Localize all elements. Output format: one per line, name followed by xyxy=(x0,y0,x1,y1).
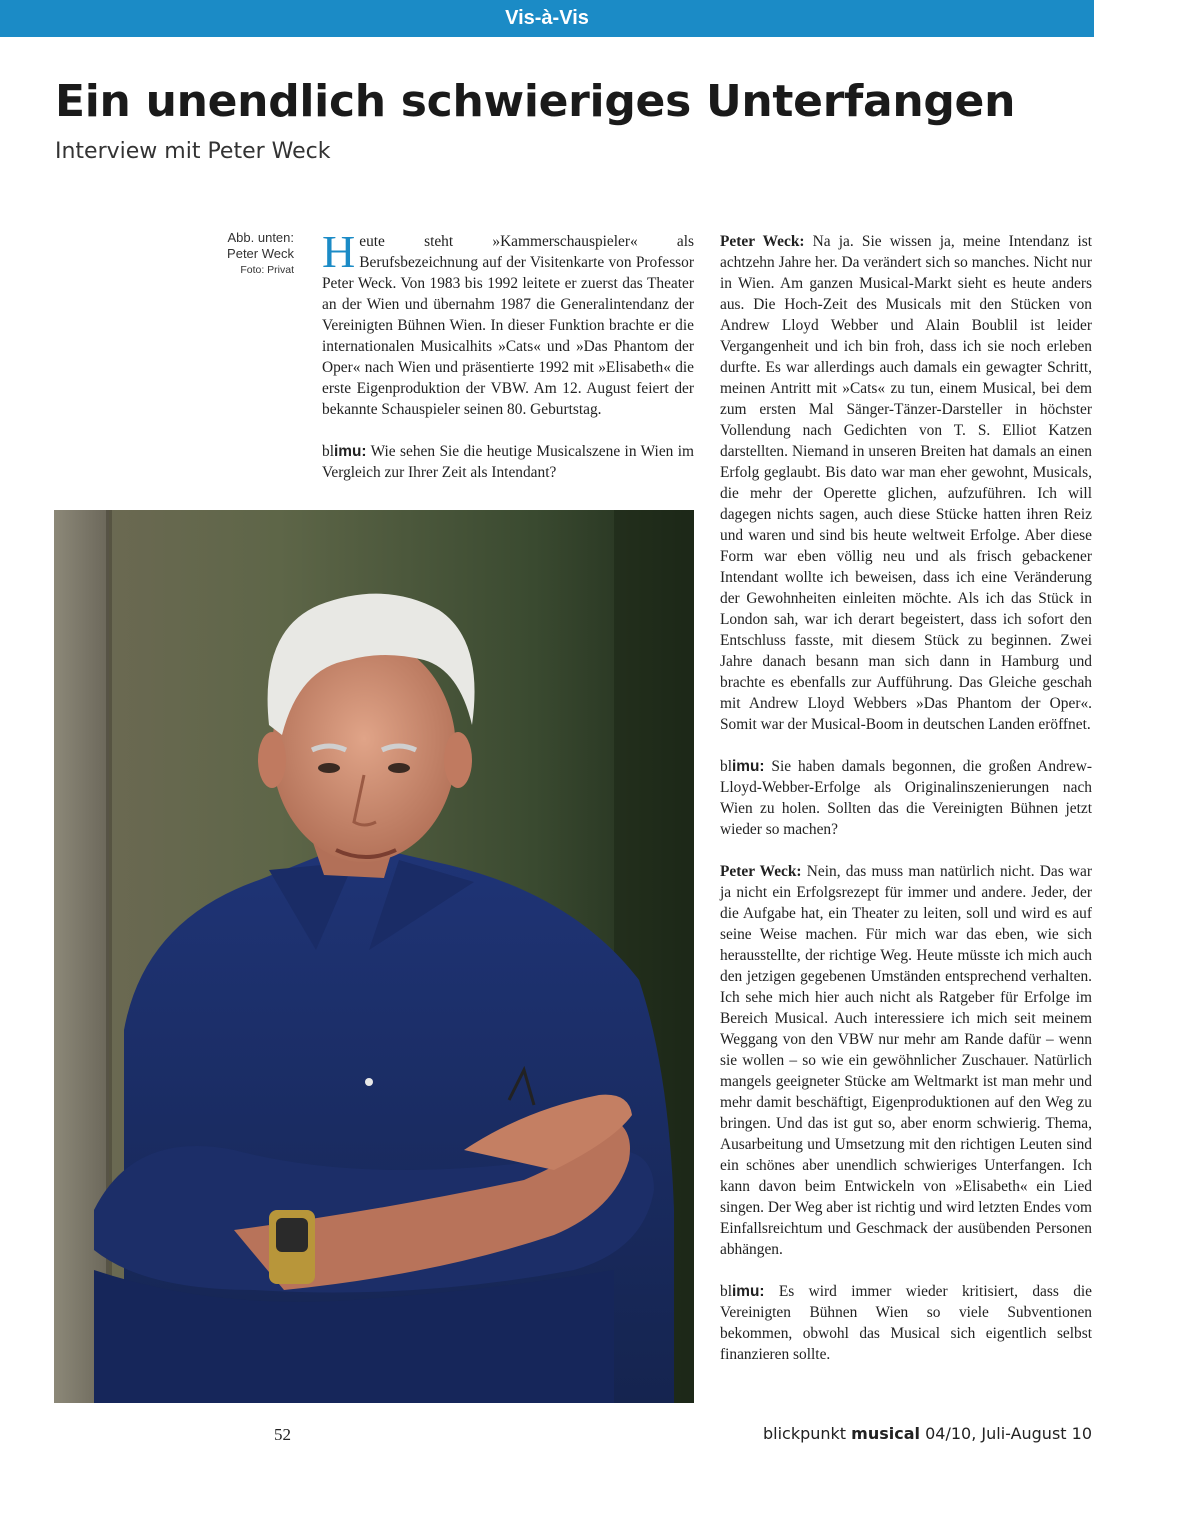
left-text-column xyxy=(322,226,694,504)
question-3-text: Es wird immer wieder kritisiert, dass die Vereinigten Bühnen Wien so viele Subventionen bekommen, obwohl das Musical sich eigentlich selbst finanzieren sollte. xyxy=(720,1283,1092,1363)
magazine-name-bold: musical xyxy=(851,1424,921,1443)
caption-credit: Foto: Privat xyxy=(240,264,294,276)
interviewer-label-bl: bl xyxy=(720,758,732,775)
article-title: Ein unendlich schwieriges Unterfangen xyxy=(55,76,1016,127)
answer-2 xyxy=(720,861,1092,1260)
interviewer-label-bl: bl xyxy=(322,443,334,460)
issue-info: 04/10, Juli-August 10 xyxy=(925,1424,1092,1443)
question-2 xyxy=(720,756,1092,840)
answer-1 xyxy=(720,231,1092,735)
section-label: Vis-à-Vis xyxy=(505,7,589,29)
magazine-name-light: blickpunkt xyxy=(762,1424,847,1443)
right-text-column xyxy=(720,231,1092,1386)
interviewer-label-mu: imu: xyxy=(333,443,367,460)
caption-line-2: Peter Weck xyxy=(227,246,294,261)
caption-line-1: Abb. unten: xyxy=(227,230,294,245)
photo-caption xyxy=(154,230,294,278)
interviewee-label: Peter Weck: xyxy=(720,863,802,880)
question-2-text: Sie haben damals begonnen, die großen Andrew-Lloyd-Webber-Erfolge als Originalinszenierungen nach Wien zu holen. Sollten das die Vereinigten Bühnen jetzt wieder so machen? xyxy=(720,758,1092,838)
interviewer-label-bl: bl xyxy=(720,1283,732,1300)
interviewee-label: Peter Weck: xyxy=(720,233,805,250)
question-1-text: Wie sehen Sie die heutige Musicalszene in Wien im Vergleich zur Ihrer Zeit als Intendant? xyxy=(322,443,694,481)
answer-1-text: Na ja. Sie wissen ja, meine Intendanz ist achtzehn Jahre her. Da verändert sich so manches. Nicht nur in Wien. Am ganzen Musical-Markt sieht es heute anders aus. Die Hoch-Zeit des Musicals mit den Stücken von Andrew Lloyd Webber und Alain Boublil ist leider Vergangenheit und ich bin froh, dass ich sie noch erleben durfte. Es war allerdings auch damals ein gewagter Schritt, meinen Antritt mit »Cats« zu tun, einem Musical, bei dem zum ersten Mal Sänger-Tänzer-Darsteller in höchster Vollendung nach Gedichten von T. S. Elliot Katzen darstellten. Niemand in unseren Breiten hat damals an einen Erfolg geglaubt. Bis dato war man eher gewohnt, Musicals, die mehr der Operette glichen, aufzuführen. Ich will dagegen nichts sagen, auch diese Stücke hatten ihren Reiz und waren und sind bis heute weltweit Erfolge. Aber diese Form war eben völlig neu und als frisch gebackener Intendant wollte ich beweisen, dass ich eine Veränderung der Gewohnheiten einleiten möchte. Als ich das Stück in London sah, war ich derart begeistert, dass ich sofort den Entschluss fasste, mit diesem Stück zu beginnen. Zwei Jahre danach besann man sich dann in Hamburg und brachte es ebenfalls zur Aufführung. Das Gleiche geschah mit Andrew Lloyd Webbers »Das Phantom der Oper«. Somit war der Musical-Boom in deutschen Landen eröffnet. xyxy=(720,233,1092,733)
drop-cap: H xyxy=(322,226,356,277)
magazine-footer xyxy=(763,1424,1092,1443)
intro-text: eute steht »Kammerschauspieler« als Berufsbezeichnung auf der Visitenkarte von Professor Peter Weck. Von 1983 bis 1992 leitete er zuerst das Theater an der Wien und übernahm 1987 die Generalintendanz der Vereinigten Bühnen Wien. In dieser Funktion brachte er die internationalen Musicalhits »Cats« und »Das Phantom der Oper« nach Wien und präsentierte 1992 mit »Elisabeth« die erste Eigenproduktion der VBW. Am 12. August feiert der bekannte Schauspieler seinen 80. Geburtstag. xyxy=(322,233,694,418)
page-number: 52 xyxy=(274,1425,291,1444)
article-subtitle: Interview mit Peter Weck xyxy=(55,139,331,164)
interviewer-label-mu: imu: xyxy=(731,758,765,775)
answer-2-text: Nein, das muss man natürlich nicht. Das war ja nicht ein Erfolgsrezept für immer und andere. Jeder, der die Aufgabe hat, ein Theater zu leiten, soll und wird es auf seine Weise machen. Für mich war das eben, wie sich herausstellte, der richtige Weg. Heute müsste ich mich auch den jetzigen gegebenen Umständen entsprechend verhalten. Ich sehe mich hier auch nicht als Ratgeber für Erfolge im Bereich Musical. Auch interessiere ich mich seit meinem Weggang von den VBW nur mehr am Rande dafür – wenn sie wollen – so wie ein gewöhnlicher Zuschauer. Natürlich mangels geeigneter Stücke am Weltmarkt ist man mehr und mehr damit beschäftigt, Eigenproduktionen auf den Weg zu bringen. Und das ist gut so, aber enorm schwierig. Thema, Ausarbeitung und Umsetzung mit den richtigen Leuten sind ein schönes aber unendlich schwieriges Unterfangen. Ich kann davon beim Entwickeln von »Elisabeth« ein Lied singen. Der Weg aber ist richtig und wird letzten Endes vom Einfallsreichtum und Geschmack der ausübenden Personen abhängen. xyxy=(720,863,1092,1258)
section-header-bar xyxy=(0,0,1094,37)
question-3 xyxy=(720,1281,1092,1365)
question-1 xyxy=(322,441,694,483)
intro-paragraph xyxy=(322,226,694,420)
interviewer-label-mu: imu: xyxy=(731,1283,765,1300)
portrait-photo xyxy=(54,510,694,1403)
